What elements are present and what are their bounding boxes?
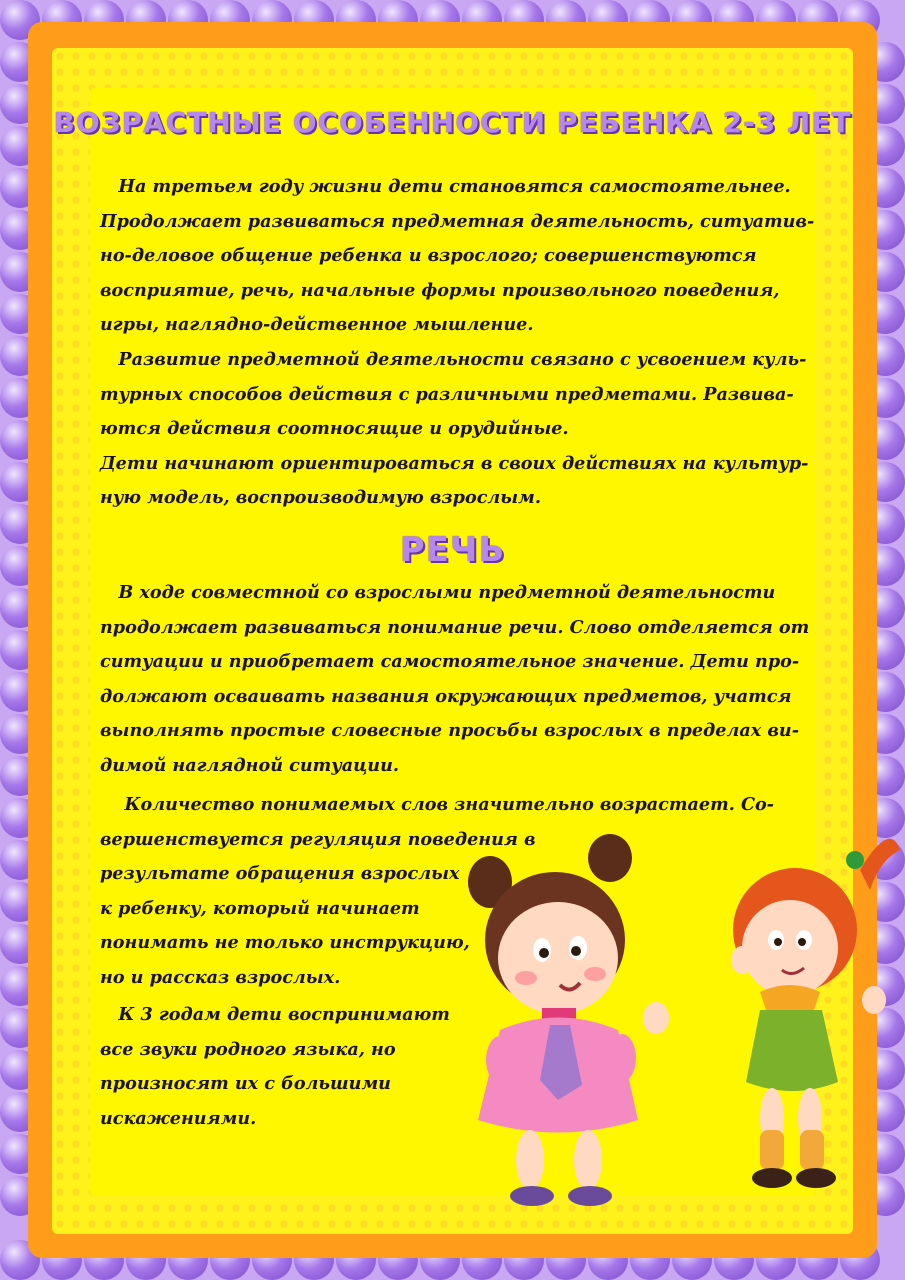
children-illustration (460, 800, 905, 1210)
girl-brown-hair (468, 834, 669, 1206)
paragraph-sounds: К 3 годам дети воспринимают все звуки родного языка, но произносят их с большими искажениями. (100, 1004, 450, 1129)
paragraph-activity: Развитие предметной деятельности связано с усвоением куль- турных способов действия с различными предметами. Развива- ются действия соотносящие и орудийные. Дети начинают ориентироваться в своих действиях на культур- ную модель, воспроизводимую взрослым. (100, 349, 809, 509)
section-title-speech: РЕЧЬ (399, 530, 506, 570)
girl-red-hair (731, 839, 900, 1188)
paragraph-intro: На третьем году жизни дети становятся самостоятельнее. Продолжает развиваться предметная деятельность, ситуатив- но-деловое общение ребенка и взрослого; совершенствуются восприятие, речь, начальные формы произвольного поведения, игры, наглядно-действенное мышление. (100, 176, 815, 336)
page-title: ВОЗРАСТНЫЕ ОСОБЕННОСТИ РЕБЕНКА 2-3 ЛЕТ (53, 106, 852, 139)
paragraph-vocabulary: Количество понимаемых слов значительно возрастает. Со- вершенствуется регуляция поведения в результате обращения взрослых к ребенку, который начинает понимать не только инструкцию, но и рассказ взрослых. (100, 794, 774, 988)
paragraph-speech: В ходе совместной со взрослыми предметной деятельности продолжает развиваться понимание речи. Слово отделяется от ситуации и приобретает самостоятельное значение. Дети про- должают осваивать названия окружающих предметов, учатся выполнять простые словесные просьбы взрослых в пределах ви- димой наглядной ситуации. (100, 582, 810, 776)
